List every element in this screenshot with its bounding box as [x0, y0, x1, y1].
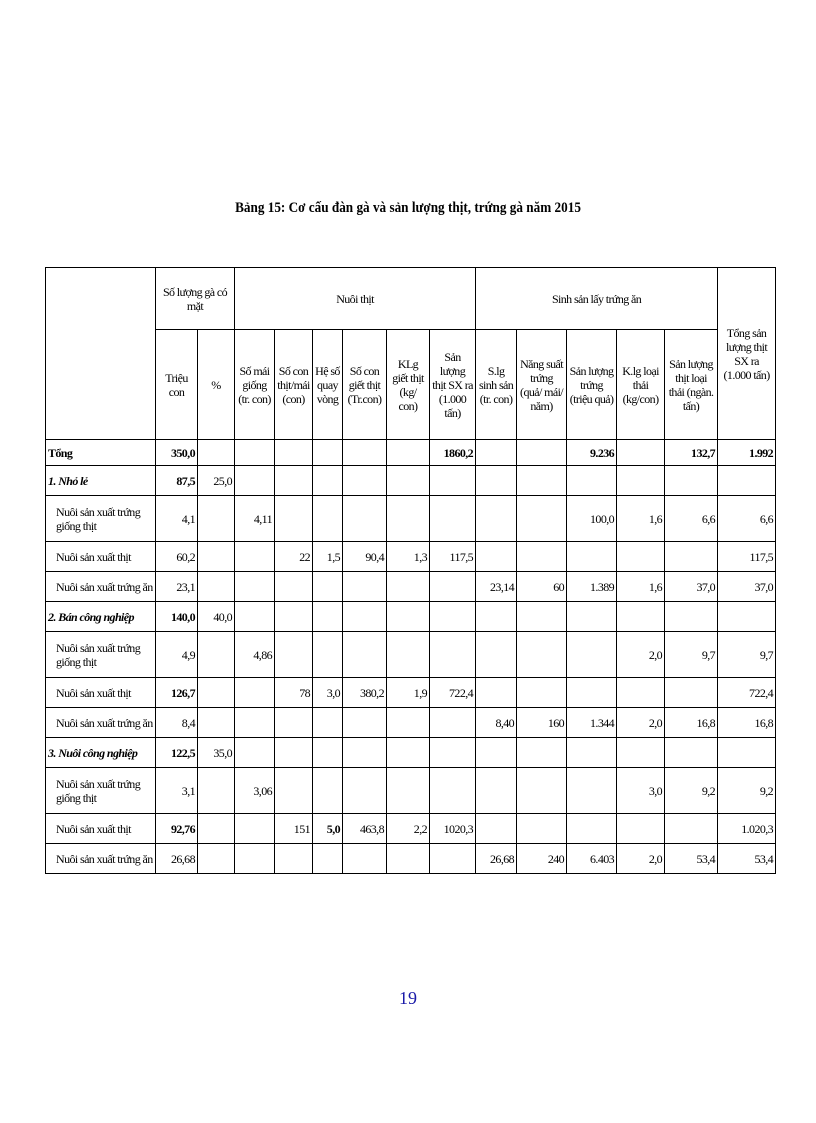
table-cell: 3,1: [156, 768, 198, 814]
table-title: Bảng 15: Cơ cấu đàn gà và sản lượng thịt, trứng gà năm 2015: [235, 200, 581, 216]
table-cell: 1.992: [718, 440, 776, 466]
table-cell: [517, 738, 567, 768]
table-cell: 2,2: [387, 814, 430, 844]
table-row: [46, 542, 776, 572]
table-cell: [665, 678, 718, 708]
table-cell: [198, 844, 235, 874]
table-cell: 37,0: [665, 572, 718, 602]
table-cell: [198, 678, 235, 708]
table-cell: [387, 632, 430, 678]
table-cell: 4,9: [156, 632, 198, 678]
table-cell: [665, 602, 718, 632]
table-cell: [313, 440, 343, 466]
table-row: [46, 466, 776, 496]
table-cell: [567, 466, 617, 496]
table-cell: 117,5: [430, 542, 476, 572]
table-row: [46, 496, 776, 542]
table-cell: 60: [517, 572, 567, 602]
table-cell: [617, 440, 665, 466]
col-header: KLg giết thịt (kg/ con): [387, 330, 430, 440]
table-cell: [313, 572, 343, 602]
table-cell: 8,4: [156, 708, 198, 738]
table-cell: 40,0: [198, 602, 235, 632]
table-cell: [476, 814, 517, 844]
row-label: Nuôi sản xuất thịt: [46, 542, 156, 572]
table-cell: [665, 814, 718, 844]
table-cell: [198, 440, 235, 466]
table-cell: 92,76: [156, 814, 198, 844]
col-header: Số con giết thịt (Tr.con): [343, 330, 387, 440]
table-cell: [198, 814, 235, 844]
table-cell: [387, 708, 430, 738]
table-cell: [235, 542, 275, 572]
table-cell: 1020,3: [430, 814, 476, 844]
table-cell: [313, 768, 343, 814]
table-cell: 1.389: [567, 572, 617, 602]
table-cell: 6,6: [665, 496, 718, 542]
table-cell: 3,0: [313, 678, 343, 708]
row-label: Nuôi sản xuất thịt: [46, 678, 156, 708]
table-cell: 9,7: [665, 632, 718, 678]
table-cell: [313, 496, 343, 542]
table-cell: [275, 466, 313, 496]
col-header: Hệ số quay vòng: [313, 330, 343, 440]
table-row: [46, 440, 776, 466]
table-cell: [343, 708, 387, 738]
table-cell: 6.403: [567, 844, 617, 874]
table-cell: 1,6: [617, 572, 665, 602]
table-cell: 9,2: [665, 768, 718, 814]
table-cell: [617, 738, 665, 768]
table-cell: [198, 632, 235, 678]
table-cell: [198, 542, 235, 572]
table-cell: 2,0: [617, 844, 665, 874]
table-cell: [343, 440, 387, 466]
table-cell: 16,8: [718, 708, 776, 738]
table-cell: [517, 496, 567, 542]
table-cell: [567, 738, 617, 768]
table-cell: [313, 844, 343, 874]
col-header: Số mái giống (tr. con): [235, 330, 275, 440]
table-cell: [476, 496, 517, 542]
table-cell: [517, 768, 567, 814]
table-cell: [235, 572, 275, 602]
table-row: [46, 814, 776, 844]
table-cell: 26,68: [476, 844, 517, 874]
table-cell: 23,14: [476, 572, 517, 602]
table-cell: 100,0: [567, 496, 617, 542]
table-cell: [430, 572, 476, 602]
table-cell: 37,0: [718, 572, 776, 602]
col-header: Triệu con: [156, 330, 198, 440]
table-cell: [430, 738, 476, 768]
table-cell: 380,2: [343, 678, 387, 708]
table-cell: 9.236: [567, 440, 617, 466]
table-row: [46, 844, 776, 874]
table-cell: [313, 738, 343, 768]
table-cell: 2,0: [617, 632, 665, 678]
table-cell: [343, 602, 387, 632]
table-cell: [430, 496, 476, 542]
table-cell: [718, 602, 776, 632]
row-label: Nuôi sản xuất trứng giống thịt: [46, 632, 156, 678]
table-cell: 122,5: [156, 738, 198, 768]
table-cell: [235, 844, 275, 874]
table-cell: [198, 496, 235, 542]
table-cell: 87,5: [156, 466, 198, 496]
table-cell: 1,9: [387, 678, 430, 708]
table-cell: [275, 738, 313, 768]
header-group-count: Số lượng gà có mặt: [156, 268, 235, 330]
table-cell: 25,0: [198, 466, 235, 496]
table-cell: [387, 466, 430, 496]
table-cell: [665, 738, 718, 768]
table-cell: [567, 814, 617, 844]
row-label: Nuôi sản xuất trứng ăn: [46, 572, 156, 602]
table-cell: 5,0: [313, 814, 343, 844]
table-cell: 3,0: [617, 768, 665, 814]
table-cell: [313, 466, 343, 496]
table-cell: [567, 768, 617, 814]
table-cell: [235, 678, 275, 708]
table-cell: 4,86: [235, 632, 275, 678]
table-cell: [567, 542, 617, 572]
table-cell: [387, 768, 430, 814]
table-cell: [235, 440, 275, 466]
table-cell: [275, 602, 313, 632]
table-cell: [313, 632, 343, 678]
table-cell: [275, 844, 313, 874]
row-label: 3. Nuôi công nghiệp: [46, 738, 156, 768]
table-cell: 3,06: [235, 768, 275, 814]
table-cell: [430, 768, 476, 814]
table-body: [46, 440, 776, 874]
table-cell: [665, 542, 718, 572]
table-cell: [387, 738, 430, 768]
table-row: [46, 738, 776, 768]
table-cell: 6,6: [718, 496, 776, 542]
table-cell: [665, 466, 718, 496]
table-cell: 132,7: [665, 440, 718, 466]
table-cell: [343, 466, 387, 496]
table-cell: 4,1: [156, 496, 198, 542]
row-label: Tổng: [46, 440, 156, 466]
table-cell: [617, 814, 665, 844]
header-blank: [46, 268, 156, 440]
table-cell: 23,1: [156, 572, 198, 602]
table-cell: [567, 602, 617, 632]
col-header: S.lg sinh sản (tr. con): [476, 330, 517, 440]
table-cell: [275, 496, 313, 542]
table-cell: [387, 602, 430, 632]
table-row: [46, 572, 776, 602]
table-cell: [517, 814, 567, 844]
col-header: Sản lượng trứng (triệu quả): [567, 330, 617, 440]
table-cell: [235, 738, 275, 768]
table-cell: [476, 738, 517, 768]
table-row: [46, 632, 776, 678]
table-cell: 53,4: [665, 844, 718, 874]
table-cell: 35,0: [198, 738, 235, 768]
table-cell: 350,0: [156, 440, 198, 466]
table-cell: 1.020,3: [718, 814, 776, 844]
row-label: Nuôi sản xuất trứng ăn: [46, 844, 156, 874]
table-cell: 1.344: [567, 708, 617, 738]
table-cell: 78: [275, 678, 313, 708]
table-cell: [718, 738, 776, 768]
table-cell: [198, 768, 235, 814]
table-row: [46, 602, 776, 632]
header-total-meat: Tổng sản lượng thịt SX ra (1.000 tấn): [718, 268, 776, 440]
table-cell: [617, 678, 665, 708]
table-cell: [275, 572, 313, 602]
col-header: Số con thịt/mái (con): [275, 330, 313, 440]
col-header: Sản lượng thịt SX ra (1.000 tấn): [430, 330, 476, 440]
table-cell: [517, 466, 567, 496]
row-label: 1. Nhỏ lẻ: [46, 466, 156, 496]
col-header: Năng suất trứng (quả/ mái/ năm): [517, 330, 567, 440]
row-label: Nuôi sản xuất trứng giống thịt: [46, 768, 156, 814]
col-header: Sản lượng thịt loại thải (ngàn. tấn): [665, 330, 718, 440]
table-cell: [476, 466, 517, 496]
table-cell: [430, 844, 476, 874]
table-cell: [198, 708, 235, 738]
table-cell: 140,0: [156, 602, 198, 632]
table-cell: [476, 542, 517, 572]
table-cell: 117,5: [718, 542, 776, 572]
table-cell: 4,11: [235, 496, 275, 542]
table-cell: [387, 572, 430, 602]
table-cell: 9,2: [718, 768, 776, 814]
table-cell: [567, 632, 617, 678]
table-cell: [275, 440, 313, 466]
table-cell: 1,5: [313, 542, 343, 572]
table-cell: [275, 632, 313, 678]
table-cell: [617, 602, 665, 632]
col-header: %: [198, 330, 235, 440]
table-cell: [387, 440, 430, 466]
table-cell: [430, 466, 476, 496]
table-cell: 722,4: [718, 678, 776, 708]
table-cell: [235, 602, 275, 632]
table-cell: [517, 602, 567, 632]
table-cell: 240: [517, 844, 567, 874]
data-table: [45, 267, 776, 874]
table-row: [46, 768, 776, 814]
table-cell: [313, 708, 343, 738]
table-cell: [617, 542, 665, 572]
table-cell: [517, 440, 567, 466]
table-row: [46, 678, 776, 708]
table-cell: 160: [517, 708, 567, 738]
page-number: 19: [399, 988, 417, 1008]
table-cell: 8,40: [476, 708, 517, 738]
table-cell: 1,3: [387, 542, 430, 572]
table-cell: [313, 602, 343, 632]
table-cell: [275, 768, 313, 814]
table-cell: [430, 632, 476, 678]
table-cell: 90,4: [343, 542, 387, 572]
table-cell: 722,4: [430, 678, 476, 708]
table-cell: [476, 602, 517, 632]
table-cell: 22: [275, 542, 313, 572]
table-cell: [343, 632, 387, 678]
table-cell: [517, 542, 567, 572]
table-cell: [235, 708, 275, 738]
table-cell: [476, 768, 517, 814]
table-cell: 1860,2: [430, 440, 476, 466]
table-cell: 2,0: [617, 708, 665, 738]
table-cell: [343, 738, 387, 768]
table-cell: [617, 466, 665, 496]
row-label: Nuôi sản xuất trứng giống thịt: [46, 496, 156, 542]
table-cell: [718, 466, 776, 496]
table-cell: [343, 844, 387, 874]
table-row: [46, 708, 776, 738]
table-cell: 53,4: [718, 844, 776, 874]
table-cell: [387, 844, 430, 874]
table-cell: 1,6: [617, 496, 665, 542]
row-label: Nuôi sản xuất trứng ăn: [46, 708, 156, 738]
table-cell: [517, 632, 567, 678]
table-cell: [198, 572, 235, 602]
table-cell: [476, 678, 517, 708]
table-cell: [235, 814, 275, 844]
table-cell: 126,7: [156, 678, 198, 708]
table-cell: 463,8: [343, 814, 387, 844]
table-cell: 151: [275, 814, 313, 844]
table-cell: [387, 496, 430, 542]
table-cell: [430, 602, 476, 632]
row-label: 2. Bán công nghiệp: [46, 602, 156, 632]
col-header: K.lg loại thải (kg/con): [617, 330, 665, 440]
table-cell: [235, 466, 275, 496]
table-cell: 60,2: [156, 542, 198, 572]
table-cell: [517, 678, 567, 708]
table-cell: [567, 678, 617, 708]
header-group-meat: Nuôi thịt: [235, 268, 476, 330]
table-cell: [430, 708, 476, 738]
table-cell: [343, 768, 387, 814]
table-cell: [343, 572, 387, 602]
row-label: Nuôi sản xuất thịt: [46, 814, 156, 844]
table-cell: [476, 632, 517, 678]
table-cell: [476, 440, 517, 466]
table-cell: [275, 708, 313, 738]
table-cell: 26,68: [156, 844, 198, 874]
table-cell: 16,8: [665, 708, 718, 738]
table-cell: [343, 496, 387, 542]
table-cell: 9,7: [718, 632, 776, 678]
header-group-eggs: Sinh sản lấy trứng ăn: [476, 268, 718, 330]
